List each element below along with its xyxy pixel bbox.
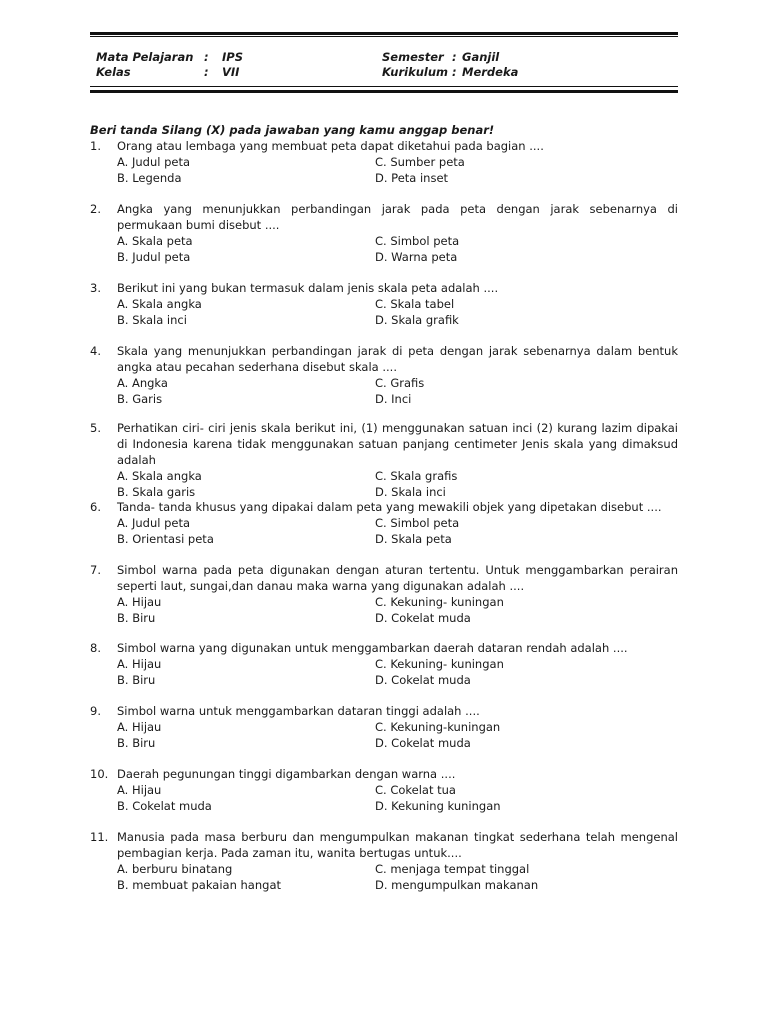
option-b: B. Skala inci: [117, 313, 187, 327]
option-d: D. Kekuning kuningan: [375, 799, 501, 813]
option-c: C. Sumber peta: [375, 155, 465, 169]
question-text: Tanda- tanda khusus yang dipakai dalam peta yang mewakili objek yang dipetakan disebut ....: [117, 500, 662, 514]
curriculum-value: Merdeka: [462, 65, 519, 79]
question-number: 6.: [90, 500, 101, 514]
option-b: B. Skala garis: [117, 485, 196, 499]
header-bottom-rule: [90, 90, 678, 93]
option-b: B. Cokelat muda: [117, 799, 212, 813]
semester-colon: :: [452, 50, 457, 64]
option-d: D. Skala grafik: [375, 313, 459, 327]
header-top-rule: [90, 32, 678, 35]
question-number: 1.: [90, 139, 101, 153]
question-text: Manusia pada masa berburu dan mengumpulkan makanan tingkat sederhana telah mengenal pembagian kerja. Pada zaman itu, wanita bertugas untuk....: [117, 830, 678, 860]
question-number: 7.: [90, 563, 101, 577]
subject-value: IPS: [222, 50, 243, 64]
option-a: A. Hijau: [117, 657, 162, 671]
question-number: 10.: [90, 767, 109, 781]
option-d: D. Cokelat muda: [375, 736, 471, 750]
question-number: 2.: [90, 202, 101, 216]
question-text: Orang atau lembaga yang membuat peta dapat diketahui pada bagian ....: [117, 139, 544, 153]
option-b: B. membuat pakaian hangat: [117, 878, 281, 892]
option-b: B. Biru: [117, 736, 156, 750]
option-c: C. Cokelat tua: [375, 783, 456, 797]
question-text: Angka yang menunjukkan perbandingan jarak pada peta dengan jarak sebenarnya di permukaan bumi disebut ....: [117, 202, 678, 232]
option-d: D. Cokelat muda: [375, 611, 471, 625]
question-options: [117, 719, 678, 751]
question-text: Perhatikan ciri- ciri jenis skala berikut ini, (1) menggunakan satuan inci (2) kurang lazim dipakai di Indonesia karena tidak menggunakan satuan panjang centimeter Jenis skala yang dimaksud adalah: [117, 421, 678, 467]
question-item: [90, 562, 678, 626]
curriculum-label: Kurikulum: [382, 65, 449, 79]
semester-value: Ganjil: [462, 50, 500, 64]
subject-colon: :: [204, 50, 209, 64]
option-b: B. Biru: [117, 673, 156, 687]
question-text: Simbol warna untuk menggambarkan dataran tinggi adalah ....: [117, 704, 480, 718]
question-item: [90, 280, 678, 328]
question-number: 9.: [90, 704, 101, 718]
option-d: D. Skala peta: [375, 532, 452, 546]
option-b: B. Garis: [117, 392, 163, 406]
option-c: C. Skala tabel: [375, 297, 455, 311]
option-c: C. Skala grafis: [375, 469, 458, 483]
class-colon: :: [204, 65, 209, 79]
question-options: [117, 861, 678, 893]
option-a: A. Judul peta: [117, 155, 191, 169]
question-options: [117, 296, 678, 328]
question-options: [117, 594, 678, 626]
option-c: C. Kekuning- kuningan: [375, 595, 504, 609]
option-d: D. Skala inci: [375, 485, 446, 499]
question-options: [117, 515, 678, 547]
question-options: [117, 233, 678, 265]
option-a: A. Hijau: [117, 783, 162, 797]
question-number: 11.: [90, 830, 109, 844]
question-item: [90, 766, 678, 814]
option-b: B. Orientasi peta: [117, 532, 214, 546]
question-item: [90, 343, 678, 407]
curriculum-colon: :: [452, 65, 457, 79]
option-d: D. Peta inset: [375, 171, 449, 185]
option-c: C. Simbol peta: [375, 234, 460, 248]
option-a: A. Skala angka: [117, 469, 202, 483]
instruction-text: Beri tanda Silang (X) pada jawaban yang kamu anggap benar!: [90, 123, 495, 137]
option-b: B. Biru: [117, 611, 156, 625]
option-a: A. Skala angka: [117, 297, 202, 311]
question-text: Simbol warna pada peta digunakan dengan aturan tertentu. Untuk menggambarkan perairan seperti laut, sungai,dan danau maka warna yang digunakan adalah ....: [117, 563, 678, 593]
semester-label: Semester: [382, 50, 444, 64]
question-number: 3.: [90, 281, 101, 295]
option-a: A. berburu binatang: [117, 862, 233, 876]
option-c: C. Kekuning- kuningan: [375, 657, 504, 671]
question-number: 8.: [90, 641, 101, 655]
question-text: Daerah pegunungan tinggi digambarkan dengan warna ....: [117, 767, 456, 781]
option-a: A. Skala peta: [117, 234, 193, 248]
question-options: [117, 468, 678, 500]
option-d: D. Cokelat muda: [375, 673, 471, 687]
question-options: [117, 154, 678, 186]
question-item: [90, 499, 678, 547]
header-bottom-rule-thin: [90, 86, 678, 87]
question-text: Berikut ini yang bukan termasuk dalam jenis skala peta adalah ....: [117, 281, 499, 295]
question-text: Skala yang menunjukkan perbandingan jarak di peta dengan jarak sebenarnya dalam bentuk angka atau pecahan sederhana disebut skala ....: [117, 344, 678, 374]
question-options: [117, 656, 678, 688]
option-b: B. Legenda: [117, 171, 182, 185]
option-b: B. Judul peta: [117, 250, 191, 264]
question-item: [90, 829, 678, 893]
option-a: A. Angka: [117, 376, 168, 390]
option-c: C. Simbol peta: [375, 516, 460, 530]
question-options: [117, 375, 678, 407]
header-top-rule-thin: [90, 36, 678, 37]
option-d: D. mengumpulkan makanan: [375, 878, 539, 892]
question-item: [90, 138, 678, 186]
class-value: VII: [222, 65, 240, 79]
option-a: A. Hijau: [117, 595, 162, 609]
option-a: A. Hijau: [117, 720, 162, 734]
option-d: D. Warna peta: [375, 250, 458, 264]
question-item: [90, 703, 678, 751]
question-item: [90, 420, 678, 500]
question-item: [90, 201, 678, 265]
option-c: C. Grafis: [375, 376, 425, 390]
question-number: 5.: [90, 421, 101, 435]
question-options: [117, 782, 678, 814]
subject-label: Mata Pelajaran: [96, 50, 194, 64]
question-number: 4.: [90, 344, 101, 358]
question-item: [90, 640, 678, 688]
option-d: D. Inci: [375, 392, 412, 406]
option-c: C. menjaga tempat tinggal: [375, 862, 530, 876]
option-c: C. Kekuning-kuningan: [375, 720, 501, 734]
option-a: A. Judul peta: [117, 516, 191, 530]
class-label: Kelas: [96, 65, 131, 79]
question-text: Simbol warna yang digunakan untuk menggambarkan daerah dataran rendah adalah ....: [117, 641, 628, 655]
